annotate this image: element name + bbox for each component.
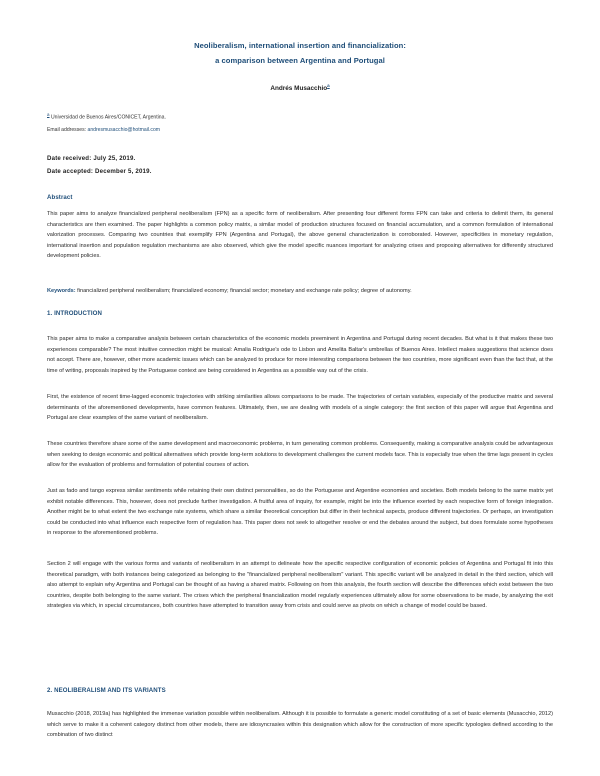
- email-link[interactable]: andresmusacchio@hotmail.com: [87, 127, 161, 133]
- keywords-text: financialized peripheral neoliberalism; financialized economy; financial sector; monetary and exchange rate policy; degree of autonomy.: [75, 288, 412, 294]
- section-2-heading: 2. NEOLIBERALISM AND ITS VARIANTS: [47, 687, 166, 694]
- affiliation-marker[interactable]: a: [47, 112, 50, 117]
- section-1-paragraph: Section 2 will engage with the various forms and variants of neoliberalism in an attempt to delineate how the specific respective configuration of economic policies of Argentina and Portugal fit into this theoretical paradigm, with both instances being categorized as belonging to the "financialized peripheral neoliberalism" variant. This specific variant will be analyzed in detail in the third section, which will also attempt to explain why Argentina and Portugal can be thought of as having a shared matrix. Following on from this analysis, the fourth section will describe the differences which exist between the two countries, despite both belonging to the same variant. The crises which the peripheral financialization model regularly experiences ultimately allow for some observations to be made, by analyzing the exit strategies via which, in special circumstances, both countries have attempted to transition away from crisis and could serve as pivots on which a change of model could be based.: [47, 561, 553, 609]
- email-line: [47, 127, 160, 133]
- author-name: Andrés Musacchio: [270, 85, 328, 93]
- abstract-text: This paper aims to analyze financialized peripheral neoliberalism (FPN) as a specific form of neoliberalism. After presenting four different forms FPN can take and criteria to delimit them, its general characteristics are then examined. The paper highlights a common policy matrix, a similar model of production structures focused on financial accumulation, and a common formulation of international valorization processes. Comparing two countries that exemplify FPN (Argentina and Portugal), the above general characterization is corroborated. However, specificities in monetary regulation, international insertion and population regulation mechanisms are also observed, which give the model specific nuances important for analyzing crises and proposing alternatives for differently structured development policies.: [47, 211, 553, 259]
- section-1-paragraph: Just as fado and tango express similar sentiments while retaining their own distinct personalities, so do the Portuguese and Argentine economies and societies. Both models belong to the same matrix yet exhibit notable differences. This, however, does not preclude further investigation. A fruitful area of inquiry, for example, might be into the influence exerted by each respective form of foreign integration. Another might be to what extent the two exchange rate systems, which share a similar theoretical conception but differ in their technical aspects, produce different trajectories. Or perhaps, an investigation could be conducted into what influence each respective form of regulation has. This paper does not seek to altogether resolve or end the debates around the subject, but does formulate some hypotheses in response to the aforementioned problems.: [47, 488, 553, 536]
- affiliation: [47, 112, 166, 121]
- section-2-paragraph: Musacchio (2018, 2019a) has highlighted the immense variation possible within neoliberalism. Although it is possible to formulate a generic model constituting of a set of basic elements (Musacchio, 2012) which serve to make it a coherent category distinct from other models, there are idiosyncrasies within this designation which allow for the construction of more specific typologies defined according to the combination of two distinct: [47, 711, 553, 738]
- author-line: [0, 83, 600, 92]
- keywords: [47, 286, 553, 297]
- paper-title-line2: a comparison between Argentina and Portugal: [215, 56, 385, 65]
- abstract-heading: Abstract: [47, 194, 73, 201]
- keywords-label: Keywords:: [47, 288, 76, 294]
- section-1-heading: 1. INTRODUCTION: [47, 310, 102, 317]
- affiliation-text: Universidad de Buenos Aires/CONICET, Argentina.: [50, 114, 166, 121]
- section-1-paragraph: This paper aims to make a comparative analysis between certain characteristics of the economic models preeminent in Argentina and Portugal during recent decades. But what is it that makes these two experiences comparable? The most intuitive connection might be musical: Amalia Rodrigue's ode to Lisbon and Amelita Baltar's umbrellas of Buenos Aires. Intellect makes suggestions that science does not accept. There are, however, other more academic issues which can be analyzed to produce for more interesting comparisons between the two countries, more significant even than the fact that, at the time of writing, proposals inspired by the Portuguese context are being considered in Argentina as a possible way out of the crisis.: [47, 336, 553, 374]
- section-1-paragraph: These countries therefore share some of the same development and macroeconomic problems, in turn generating common problems. Consequently, making a comparative analysis could be advantageous when seeking to design economic and political alternatives which provide long-term solutions to development challenges the current models face. This is especially true when the time lags present in cycles allow for the evaluation of problems and formulation of potential courses of action.: [47, 441, 553, 468]
- section-1-paragraph: First, the existence of recent time-lagged economic trajectories with striking similarities allows comparisons to be made. The trajectories of certain variables, especially of the productive matrix and several determinants of the aforementioned developments, have common features. Ultimately, then, we are dealing with models of a single category: the first section of this paper will argue that Argentina and Portugal are clear examples of the same variant of neoliberalism.: [47, 394, 553, 421]
- date-received: Date received: July 25, 2019.: [47, 155, 136, 162]
- author-affiliation-link[interactable]: a: [327, 83, 330, 88]
- paper-title-line1: Neoliberalism, international insertion and financialization:: [194, 41, 406, 50]
- email-label: Email addresses:: [47, 127, 88, 133]
- date-accepted: Date accepted: December 5, 2019.: [47, 168, 152, 175]
